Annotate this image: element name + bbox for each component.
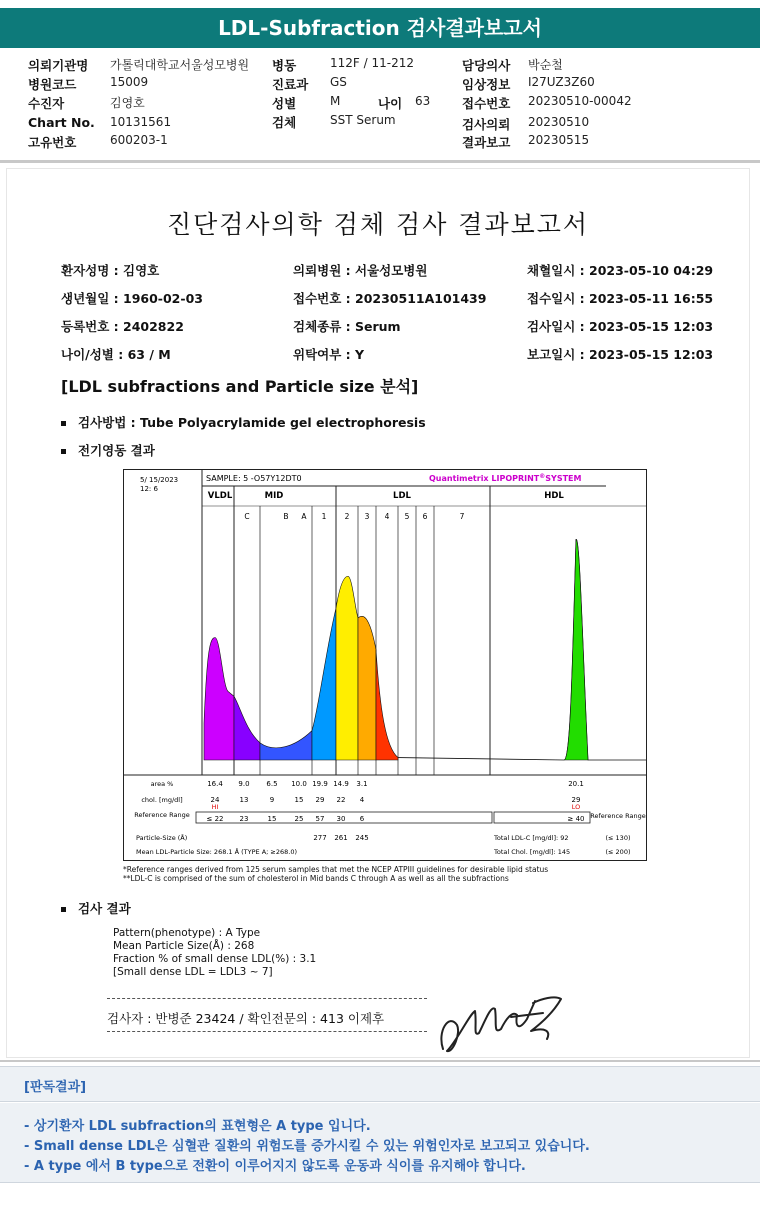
patient-info: 환자성명 : 김영호 [61,263,160,278]
lipoprint-chart [123,469,647,861]
patient-info: 채혈일시 : 2023-05-10 04:29 [527,263,714,278]
fraction-table [134,780,645,856]
bullet-icon [61,449,66,454]
chol-value-2: 22 [336,796,346,804]
header-value: 박순철 [528,58,563,72]
request-header [0,52,760,160]
area-value-2: 14.9 [333,780,349,788]
particle-size-1: 277 [313,834,327,842]
report-title: 진단검사의학 검체 검사 결과보고서 [166,210,590,239]
interpretation-line: - A type 에서 B type으로 전환이 이루어지지 않도록 운동과 식이를 유지해야 합니다. [24,1159,526,1174]
flag-HDL: LO [571,803,581,811]
signature-stroke [441,997,561,1051]
reference-value-C: 23 [239,815,249,823]
chart-date: 5/ 15/2023 [140,476,179,484]
particle-size-2: 261 [334,834,348,842]
patient-info: 생년월일 : 1960-02-03 [61,291,203,306]
patient-info: 접수번호 : 20230511A101439 [293,291,487,306]
reference-value-A: 25 [294,815,304,823]
area-value-B: 6.5 [266,780,278,788]
reference-value-1: 57 [315,815,325,823]
curve-segment-6 [376,650,398,760]
total-chol-ref: (≤ 200) [605,848,631,856]
flag-VLDL: HI [211,803,219,811]
band-label-C: C [244,512,250,521]
header-value: SST Serum [330,113,396,127]
header-label: 성별 [272,96,297,111]
handwritten-signature [435,991,565,1059]
reference-value-HDL: ≥ 40 [567,815,585,823]
header-label: 접수번호 [462,96,511,111]
chart-sample: SAMPLE: 5 -O57Y12DT0 [206,474,302,483]
header-value: GS [330,75,347,89]
header-label: 의뢰기관명 [28,58,89,73]
chart-notes [123,865,548,883]
curve-segment-0 [204,638,234,761]
header-label: 임상정보 [462,77,511,92]
scanned-report [6,168,750,1058]
row-label-chol: chol. [mg/dl] [141,796,183,804]
registered-mark: ® [539,473,546,480]
header-label: 병원코드 [28,77,77,92]
patient-info: 등록번호 : 2402822 [61,319,184,334]
header-label: 병동 [272,58,297,73]
band-label-6: 6 [422,512,428,521]
band-label-5: 5 [404,512,410,521]
patient-info: 보고일시 : 2023-05-15 12:03 [527,347,714,362]
chol-value-HDL: 29 [571,796,581,804]
area-value-HDL: 20.1 [568,780,584,788]
particle-size-3: 245 [355,834,369,842]
electrophoresis-curve [204,539,646,760]
row-label-area: area % [150,780,174,788]
header-label: 나이 [378,96,403,111]
patient-info: 검사일시 : 2023-05-15 12:03 [527,319,714,334]
signature-rule [107,1031,427,1032]
hdl-peak [564,539,588,760]
header-value: 600203-1 [110,133,168,147]
reference-value-B: 15 [267,815,277,823]
result-heading [61,899,131,917]
result-heading-text: 검사 결과 [78,901,131,916]
header-label: 검사의뢰 [462,117,511,132]
reference-value-2: 30 [336,815,346,823]
header-value: 15009 [110,75,149,89]
curve-segment-4 [336,576,358,760]
group-label-hdl: HDL [544,491,564,501]
chol-value-3: 4 [359,796,365,804]
interpretation-body [0,1103,760,1183]
chol-value-1: 29 [315,796,325,804]
header-value: 10131561 [110,115,172,129]
header-value: 가톨릭대학교서울성모병원 [110,58,250,72]
note-line: **LDL-C is comprised of the sum of cholesterol in Mid bands C through A as well as all the subfractions [123,874,509,883]
chol-value-C: 13 [239,796,249,804]
total-chol: Total Chol. [mg/dl]: 145 [494,848,571,856]
row-label-reference: Reference Range [134,811,190,819]
header-value: 김영호 [110,96,145,110]
report-banner [0,8,760,48]
header-value: 20230510 [528,115,590,129]
note-line: *Reference ranges derived from 125 serum samples that met the NCEP ATPIII guidelines for desirable lipid status [123,865,549,874]
band-label-B: B [283,512,289,521]
result-line: Pattern(phenotype) : A Type [113,927,261,939]
header-label: 결과보고 [462,135,511,150]
header-label: 담당의사 [462,58,511,73]
curve-segment-3 [312,608,336,760]
band-label-1: 1 [321,512,327,521]
signature-rule [107,998,427,999]
total-ldl-c-ref: (≤ 130) [605,834,631,842]
band-label-A: A [301,512,307,521]
patient-info: 접수일시 : 2023-05-11 16:55 [527,291,714,306]
curve-segment-2 [260,731,312,760]
chart-brand-name: Quantimetrix LIPOPRINT [429,474,540,483]
chol-value-A: 15 [294,796,304,804]
divider [0,1060,760,1062]
header-label: 진료과 [272,77,309,92]
result-line: Fraction % of small dense LDL(%) : 3.1 [113,953,317,965]
electro-heading [61,441,155,459]
reference-range-label: Reference Range [590,812,646,820]
band-label-3: 3 [364,512,370,521]
header-label: 수진자 [28,96,65,111]
group-label-mid: MID [264,491,284,501]
header-value: 63 [415,94,431,108]
reference-value-VLDL: ≤ 22 [206,815,224,823]
header-value: 20230515 [528,133,590,147]
result-line: [Small dense LDL = LDL3 ~ 7] [113,966,273,978]
section-heading: [LDL subfractions and Particle size 분석] [61,377,419,396]
result-block [113,927,316,979]
header-label: Chart No. [28,115,95,130]
chart-brand [429,473,582,483]
area-value-C: 9.0 [238,780,250,788]
patient-info: 검체종류 : Serum [293,319,401,334]
signers: 검사자 : 반병준 23424 / 확인전문의 : 413 이제후 [107,1011,385,1026]
electro-text: 전기영동 결과 [78,443,155,458]
reference-value-3: 6 [359,815,365,823]
interpretation-line: - 상기환자 LDL subfraction의 표현형은 A type 입니다. [24,1119,371,1134]
group-label-vldl: VLDL [207,491,233,501]
method-line [61,413,426,431]
area-value-1: 19.9 [312,780,328,788]
header-label: 고유번호 [28,135,77,150]
band-label-2: 2 [344,512,350,521]
band-label-7: 7 [459,512,465,521]
curve-segment-1 [234,696,260,760]
patient-info: 위탁여부 : Y [293,347,365,362]
banner-title: LDL-Subfraction 검사결과보고서 [218,16,542,40]
area-value-VLDL: 16.4 [207,780,223,788]
patient-info: 나이/성별 : 63 / M [61,347,171,362]
method-text: 검사방법 : Tube Polyacrylamide gel electrophoresis [78,415,426,430]
header-value: I27UZ3Z60 [528,75,595,89]
bullet-icon [61,907,66,912]
mean-size: Mean LDL-Particle Size: 268.1 Å (TYPE A; ≥268.0) [136,848,297,856]
area-value-3: 3.1 [356,780,368,788]
interpretation-line: - Small dense LDL은 심혈관 질환의 위험도를 증가시킬 수 있는 위험인자로 보고되고 있습니다. [24,1139,590,1154]
patient-info: 의뢰병원 : 서울성모병원 [293,263,428,278]
curve-baseline [398,539,646,760]
bullet-icon [61,421,66,426]
chart-time: 12: 6 [140,485,158,493]
chol-value-B: 9 [269,796,275,804]
group-label-ldl: LDL [393,491,411,501]
chol-value-VLDL: 24 [210,796,220,804]
header-label: 검체 [272,115,297,130]
electrophoresis-plot [124,470,646,860]
area-value-A: 10.0 [291,780,307,788]
header-value: 112F / 11-212 [330,56,414,70]
result-line: Mean Particle Size(Å) : 268 [113,940,255,952]
interpretation-title: [판독결과] [24,1080,87,1095]
total-ldl-c: Total LDL-C [mg/dl]: 92 [494,834,569,842]
chart-brand-tail: SYSTEM [545,474,582,483]
divider [0,160,760,163]
band-labels [244,512,464,521]
band-label-4: 4 [384,512,390,521]
header-value: 20230510-00042 [528,94,632,108]
curve-segment-5 [358,616,376,760]
row-label-size: Particle-Size (Å) [136,834,188,842]
header-value: M [330,94,341,108]
interpretation-header [0,1066,760,1102]
